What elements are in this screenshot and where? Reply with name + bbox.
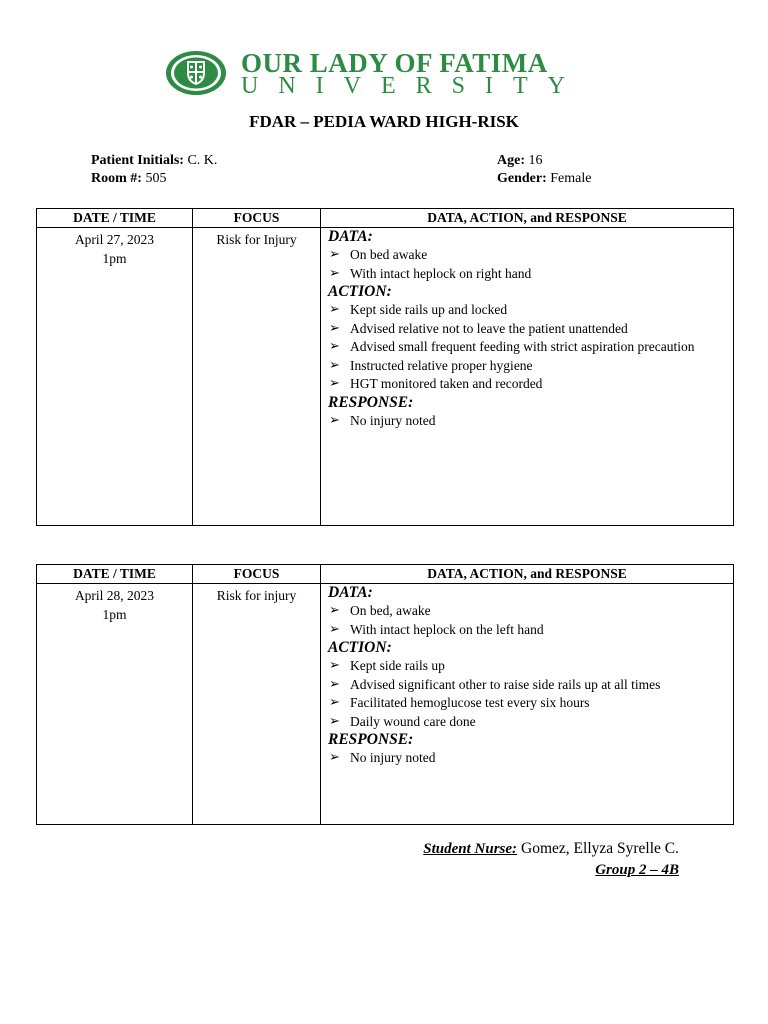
room-number <box>91 171 166 187</box>
gender-value: Female <box>550 171 592 186</box>
patient-initials-label: Patient Initials: <box>91 153 184 168</box>
list-item: ➢ Facilitated hemoglucose test every six hours <box>328 694 727 713</box>
document-title: FDAR – PEDIA WARD HIGH-RISK <box>249 112 519 131</box>
table-header-row <box>37 209 734 228</box>
university-name-line1: OUR LADY OF FATIMA <box>241 48 548 78</box>
university-seal-icon <box>165 50 227 96</box>
patient-age <box>497 153 543 169</box>
age-value: 16 <box>528 153 543 168</box>
list-item: ➢ With intact heplock on right hand <box>328 265 727 284</box>
entry-time: 1pm <box>102 251 127 266</box>
group-label: Group 2 – 4B <box>595 862 679 878</box>
student-nurse-signature <box>423 840 679 858</box>
table-row <box>37 584 734 825</box>
data-heading: DATA: <box>328 584 373 601</box>
student-nurse-name: Gomez, Ellyza Syrelle C. <box>521 840 679 857</box>
university-name-line2: UNIVERSITY <box>241 73 585 99</box>
arrowhead-bullet-icon: ➢ <box>329 750 340 765</box>
arrowhead-bullet-icon: ➢ <box>329 695 340 710</box>
table-header-row <box>37 565 734 584</box>
data-list <box>328 246 727 283</box>
table-row <box>37 228 734 526</box>
list-item: ➢ No injury noted <box>328 749 727 768</box>
action-list <box>328 657 727 731</box>
dar-cell <box>321 584 734 825</box>
patient-gender <box>497 171 591 187</box>
age-label: Age: <box>497 153 525 168</box>
data-list <box>328 602 727 639</box>
patient-initials-value: C. K. <box>187 153 218 168</box>
arrowhead-bullet-icon: ➢ <box>329 265 340 281</box>
arrowhead-bullet-icon: ➢ <box>329 302 340 317</box>
entry-date: April 28, 2023 <box>74 588 155 603</box>
response-list <box>328 749 727 768</box>
arrowhead-bullet-icon: ➢ <box>329 376 340 391</box>
arrowhead-bullet-icon: ➢ <box>329 658 340 673</box>
arrowhead-bullet-icon: ➢ <box>329 621 340 637</box>
focus-cell <box>193 584 321 825</box>
list-item: ➢ Advised significant other to raise side rails up at all times <box>328 676 727 695</box>
column-header-dar: DATA, ACTION, and RESPONSE <box>321 209 734 228</box>
arrowhead-bullet-icon: ➢ <box>329 320 340 336</box>
arrowhead-bullet-icon: ➢ <box>329 412 340 428</box>
list-item: ➢ Kept side rails up and locked <box>328 301 727 320</box>
list-item: ➢ No injury noted <box>328 412 727 431</box>
entry-time: 1pm <box>102 607 127 622</box>
list-item: ➢ Daily wound care done <box>328 713 727 732</box>
entry-focus: Risk for injury <box>216 588 297 603</box>
column-header-date: DATE / TIME <box>37 565 193 584</box>
response-heading: RESPONSE: <box>328 393 414 411</box>
action-list <box>328 301 727 394</box>
list-item: ➢ Advised relative not to leave the patient unattended <box>328 320 727 339</box>
data-heading: DATA: <box>328 228 373 245</box>
column-header-focus: FOCUS <box>193 209 321 228</box>
action-heading: ACTION: <box>328 283 392 300</box>
fdar-table-1 <box>36 208 734 526</box>
list-item: ➢ Advised small frequent feeding with strict aspiration precaution <box>328 338 727 357</box>
student-nurse-label: Student Nurse: <box>423 841 518 857</box>
list-item: ➢ Kept side rails up <box>328 657 727 676</box>
gender-label: Gender: <box>497 171 547 186</box>
column-header-focus: FOCUS <box>193 565 321 584</box>
column-header-dar: DATA, ACTION, and RESPONSE <box>321 565 734 584</box>
list-item: ➢ With intact heplock on the left hand <box>328 621 727 640</box>
entry-date: April 27, 2023 <box>74 232 155 247</box>
patient-initials <box>91 153 217 169</box>
room-label: Room #: <box>91 171 142 186</box>
arrowhead-bullet-icon: ➢ <box>329 713 340 729</box>
arrowhead-bullet-icon: ➢ <box>329 357 340 373</box>
arrowhead-bullet-icon: ➢ <box>329 339 340 354</box>
dar-cell <box>321 228 734 526</box>
list-item: ➢ HGT monitored taken and recorded <box>328 375 727 394</box>
room-value: 505 <box>145 171 167 186</box>
list-item: ➢ Instructed relative proper hygiene <box>328 357 727 376</box>
university-header <box>165 48 605 100</box>
focus-cell <box>193 228 321 526</box>
entry-focus: Risk for Injury <box>216 232 297 247</box>
arrowhead-bullet-icon: ➢ <box>329 603 340 618</box>
list-item: ➢ On bed, awake <box>328 602 727 621</box>
response-heading: RESPONSE: <box>328 731 414 748</box>
response-list <box>328 412 727 431</box>
date-time-cell <box>37 228 193 526</box>
arrowhead-bullet-icon: ➢ <box>329 676 340 692</box>
arrowhead-bullet-icon: ➢ <box>329 247 340 262</box>
fdar-table-2 <box>36 564 734 825</box>
list-item: ➢ On bed awake <box>328 246 727 265</box>
action-heading: ACTION: <box>328 639 392 656</box>
column-header-date: DATE / TIME <box>37 209 193 228</box>
date-time-cell <box>37 584 193 825</box>
